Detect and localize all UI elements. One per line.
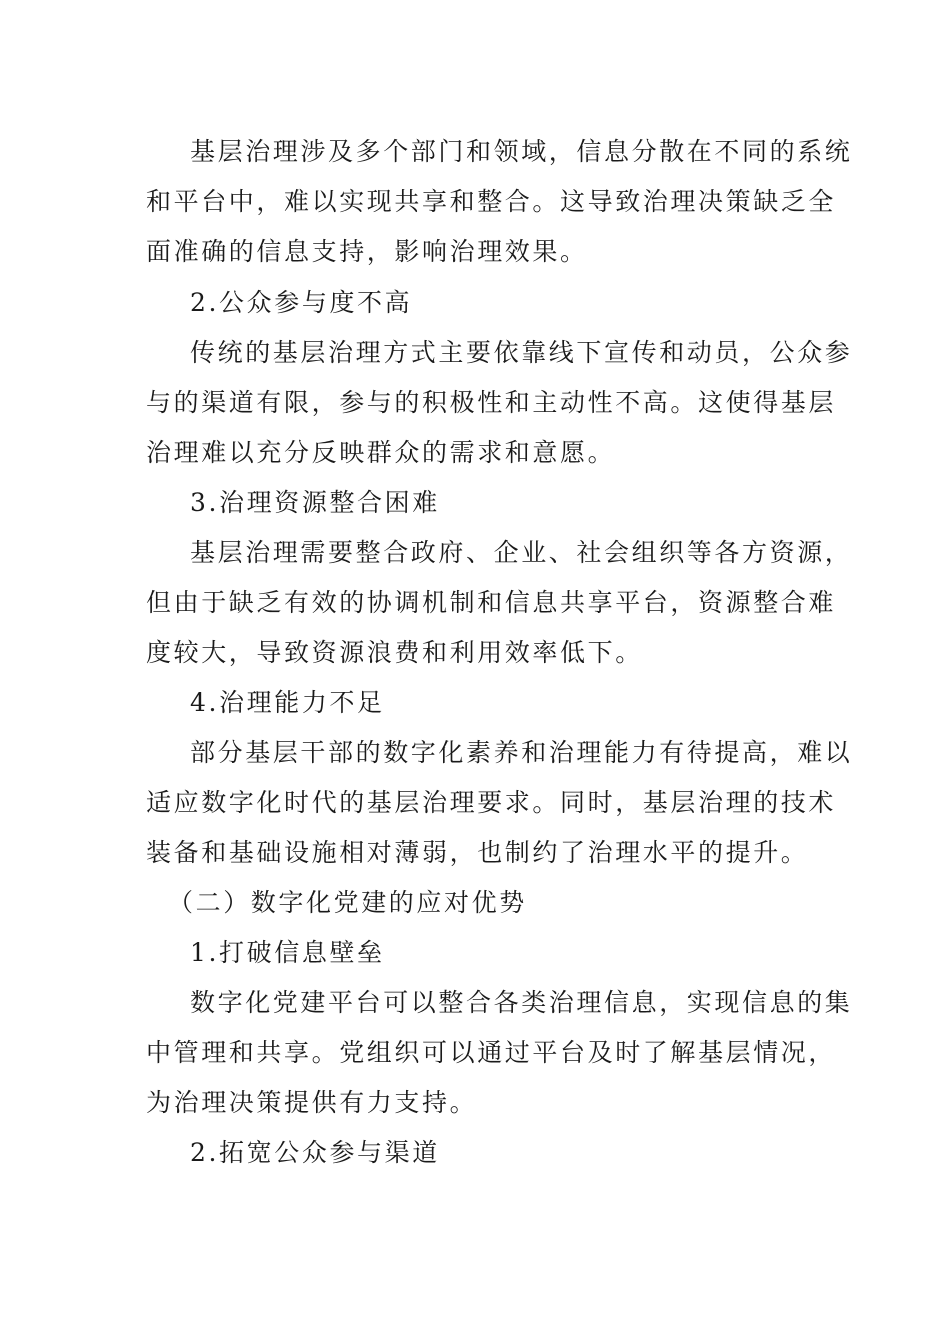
section-heading: 2.拓宽公众参与渠道 — [190, 1138, 440, 1167]
paragraph-line: 和平台中，难以实现共享和整合。这导致治理决策缺乏全 — [146, 187, 837, 216]
paragraph-line: 但由于缺乏有效的协调机制和信息共享平台，资源整合难 — [146, 588, 837, 617]
paragraph-line: 基层治理涉及多个部门和领域，信息分散在不同的系统 — [190, 137, 853, 166]
paragraph-line: 为治理决策提供有力支持。 — [146, 1088, 478, 1117]
paragraph-line: 度较大，导致资源浪费和利用效率低下。 — [146, 638, 643, 667]
section-heading: 4.治理能力不足 — [190, 688, 385, 717]
paragraph-line: 与的渠道有限，参与的积极性和主动性不高。这使得基层 — [146, 388, 837, 417]
paragraph-line: 治理难以充分反映群众的需求和意愿。 — [146, 438, 616, 467]
chapter-heading: （二）数字化党建的应对优势 — [168, 888, 527, 917]
paragraph-line: 中管理和共享。党组织可以通过平台及时了解基层情况， — [146, 1038, 837, 1067]
section-heading: 1.打破信息壁垒 — [190, 938, 385, 967]
paragraph-line: 数字化党建平台可以整合各类治理信息，实现信息的集 — [190, 988, 853, 1017]
section-heading: 2.公众参与度不高 — [190, 288, 413, 317]
paragraph-line: 装备和基础设施相对薄弱，也制约了治理水平的提升。 — [146, 838, 809, 867]
section-heading: 3.治理资源整合困难 — [190, 488, 440, 517]
paragraph-line: 适应数字化时代的基层治理要求。同时，基层治理的技术 — [146, 788, 837, 817]
paragraph-line: 部分基层干部的数字化素养和治理能力有待提高，难以 — [190, 738, 853, 767]
paragraph-line: 面准确的信息支持，影响治理效果。 — [146, 237, 588, 266]
paragraph-line: 传统的基层治理方式主要依靠线下宣传和动员，公众参 — [190, 338, 853, 367]
paragraph-line: 基层治理需要整合政府、企业、社会组织等各方资源， — [190, 538, 853, 567]
